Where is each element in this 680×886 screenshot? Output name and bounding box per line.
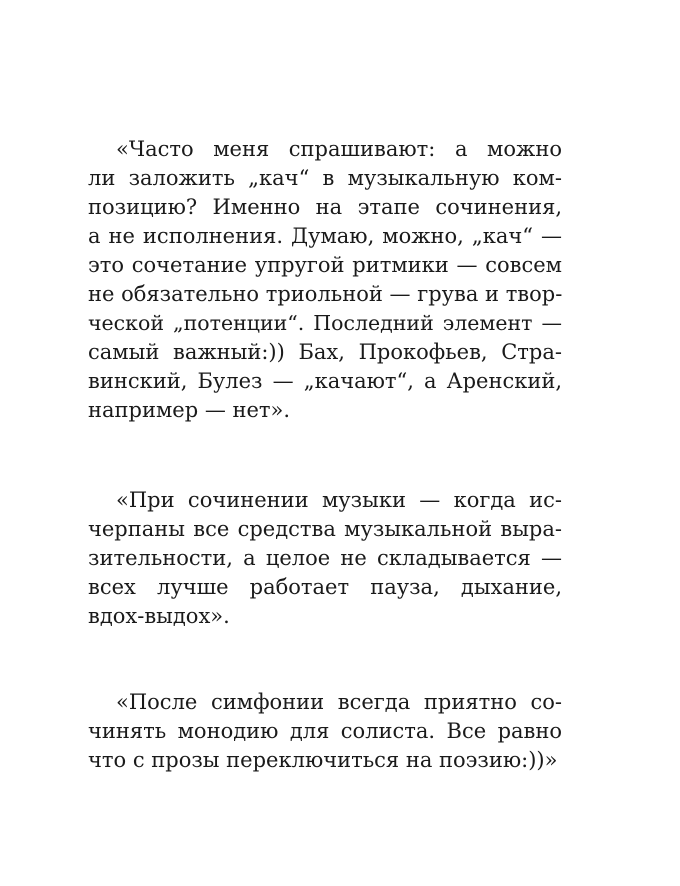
text-line: это сочетание упругой ритмики — совсем	[88, 253, 562, 277]
quote-paragraph-2	[88, 486, 562, 631]
quote-paragraph-1	[88, 135, 562, 425]
text-line: не обязательно триольной — грува и твор-	[88, 282, 563, 306]
text-line: ческой „потенции“. Последний элемент —	[88, 311, 562, 335]
text-line: что с прозы переключиться на поэзию:))»	[88, 748, 558, 772]
text-line: вдох-выдох».	[88, 604, 230, 628]
text-line: например — нет».	[88, 398, 291, 422]
text-line: «При сочинении музыки — когда ис-	[116, 488, 562, 512]
text-line: зительности, а целое не складывается —	[88, 546, 562, 570]
text-line: ли заложить „кач“ в музыкальную ком-	[88, 166, 562, 190]
quote-paragraph-3	[88, 688, 562, 775]
text-line: винский, Булез — „качают“, а Аренский,	[88, 369, 562, 393]
text-line: позицию? Именно на этапе сочинения,	[88, 195, 562, 219]
text-line: всех лучше работает пауза, дыхание,	[88, 575, 562, 599]
text-line: чинять монодию для солиста. Все равно	[88, 719, 562, 743]
text-line: «Часто меня спрашивают: а можно	[116, 137, 562, 161]
text-line: черпаны все средства музыкальной выра-	[88, 517, 562, 541]
page-body	[88, 0, 562, 886]
text-line: «После симфонии всегда приятно со-	[116, 690, 562, 714]
text-line: самый важный:)) Бах, Прокофьев, Стра-	[88, 340, 562, 364]
text-line: а не исполнения. Думаю, можно, „кач“ —	[88, 224, 562, 248]
